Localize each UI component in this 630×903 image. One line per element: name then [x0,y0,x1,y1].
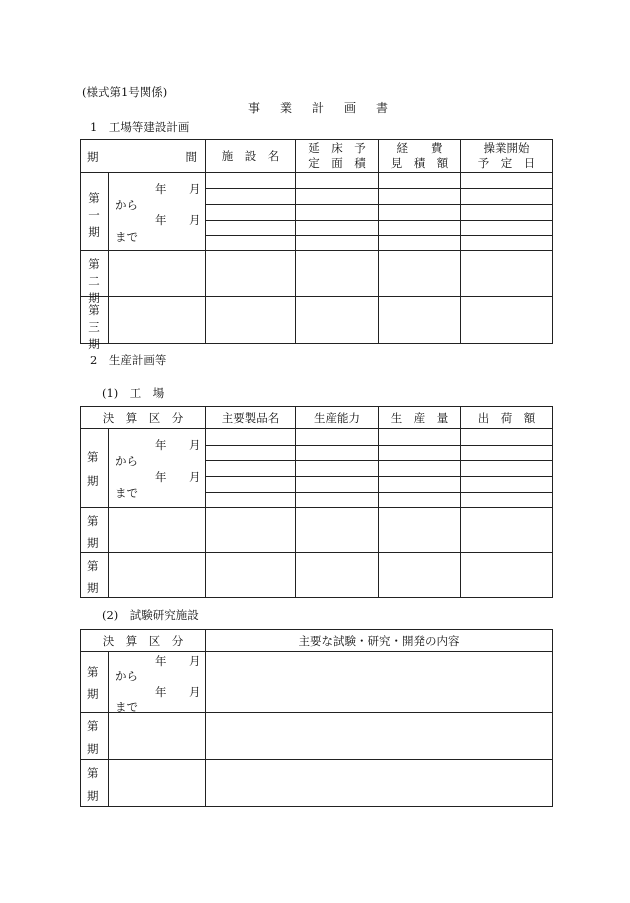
table-row [81,553,553,598]
period-label: 第一期 [81,173,109,251]
table-row [81,297,553,344]
header-product: 主要製品名 [206,407,296,429]
period-label: 第三期 [81,297,109,344]
table-row [81,173,553,251]
period-label: 第 期 [81,713,109,760]
document-title: 事 業 計 画 書 [248,101,393,115]
table-row [81,760,553,807]
product-cell [206,429,296,508]
cost-cell [379,173,461,251]
table-row [81,429,553,508]
period-label: 第二期 [81,251,109,297]
research-content-cell [206,652,553,713]
start-date-cell [461,173,553,251]
volume-cell [379,429,461,508]
header-cost: 経 費 見 積 額 [379,140,461,173]
table-row [81,713,553,760]
period-label: 第 期 [81,508,109,553]
period-label: 第 期 [81,760,109,807]
form-reference: (様式第1号関係) [82,85,168,99]
header-settlement: 決 算 区 分 [81,630,206,652]
period-label: 第 期 [81,553,109,598]
shipment-cell [461,429,553,508]
header-research-content: 主要な試験・研究・開発の内容 [206,630,553,652]
header-period: 期 間 [81,140,206,173]
section2-heading: 2 生産計画等 [90,353,167,367]
period-range: 年 月 から 年 月 まで [109,173,206,251]
capacity-cell [296,429,379,508]
header-volume: 生 産 量 [379,407,461,429]
header-floor-area: 延 床 予 定 面 積 [296,140,379,173]
research-facility-table [80,629,553,807]
period-range: 年 月 から 年 月 まで [109,429,206,508]
period-label: 第 期 [81,429,109,508]
header-settlement: 決 算 区 分 [81,407,206,429]
facility-cell [206,173,296,251]
section2-sub1-heading: (1) 工 場 [102,386,165,400]
period-range: 年 月 から 年 月 まで [109,652,206,713]
table-row [81,251,553,297]
header-shipment: 出 荷 額 [461,407,553,429]
table-row [81,508,553,553]
section2-sub2-heading: (2) 試験研究施設 [102,608,199,622]
header-capacity: 生産能力 [296,407,379,429]
header-start-date: 操業開始 予 定 日 [461,140,553,173]
table-row [81,652,553,713]
section1-heading: 1 工場等建設計画 [90,120,190,134]
factory-production-table [80,406,553,598]
header-facility: 施 設 名 [206,140,296,173]
construction-plan-table [80,139,553,351]
period-label: 第 期 [81,652,109,713]
floor-area-cell [296,173,379,251]
